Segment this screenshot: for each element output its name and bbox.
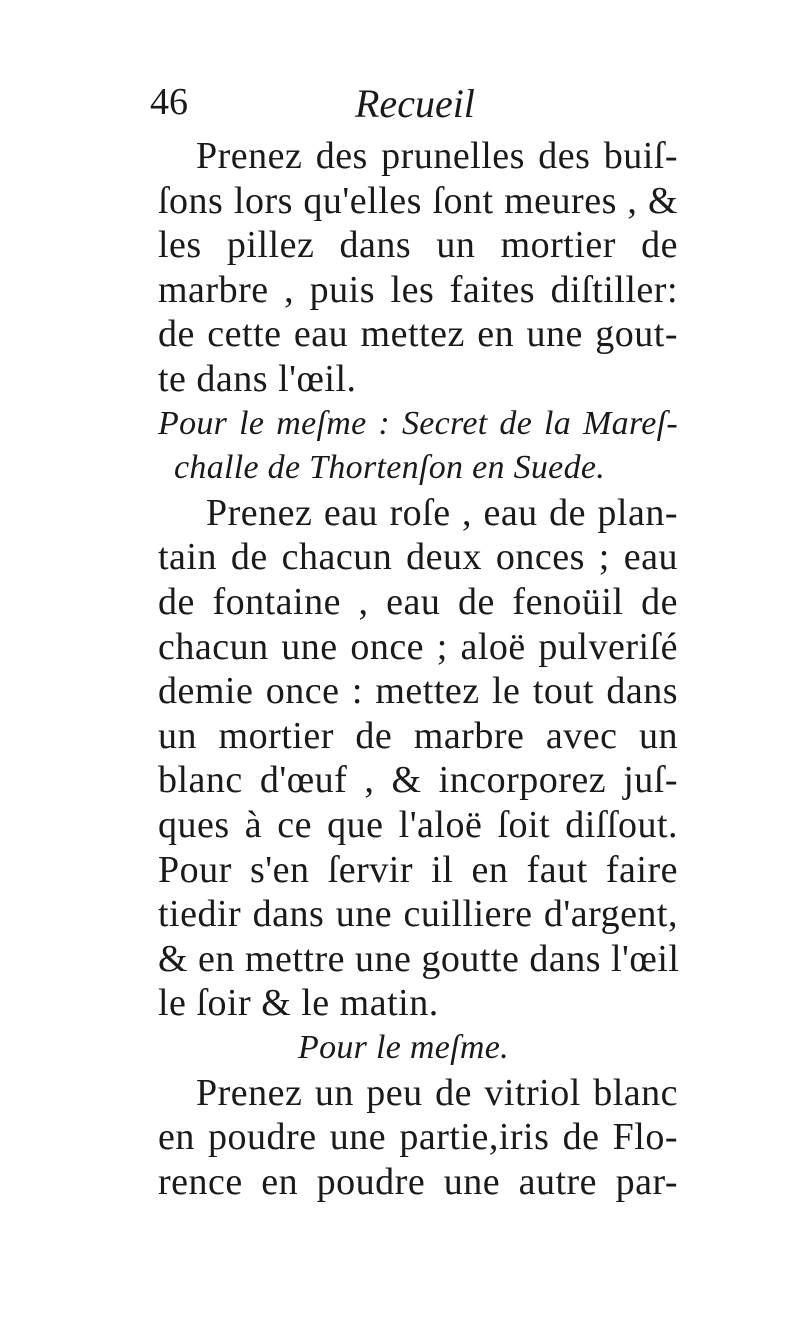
text-line: te dans l'œil. [158, 358, 357, 400]
section-heading: Pour le meſme. [298, 1029, 509, 1066]
section-heading: challe de Thortenſon en Suede. [174, 449, 606, 487]
text-line: blanc d'œuf , & incorporez juſ- [158, 759, 678, 802]
text-line: de cette eau mettez en une gout- [158, 313, 678, 356]
text-line: de fontaine , eau de fenoüil de [158, 581, 678, 623]
text-line: ſons lors qu'elles ſont meures , & [158, 179, 678, 222]
section-heading: Pour le meſme : Secret de la Mareſ- [158, 404, 678, 442]
text-line: tain de chacun deux onces ; eau [158, 536, 678, 579]
text-line: ques à ce que l'aloë ſoit diſſout. [158, 804, 678, 846]
text-line: marbre , puis les faites diſtiller: [158, 268, 678, 311]
text-line: tiedir dans une cuilliere d'argent, [158, 893, 678, 936]
text-line: Prenez des prunelles des buiſ- [196, 135, 678, 177]
text-line: le ſoir & le matin. [158, 982, 439, 1025]
text-line: rence en poudre une autre par- [158, 1160, 678, 1203]
text-line: Prenez eau roſe , eau de plan- [206, 491, 678, 534]
text-line: Pour s'en ſervir il en faut faire [158, 848, 678, 891]
text-line: en poudre une partie,iris de Flo- [158, 1116, 678, 1159]
text-line: demie once : mettez le tout dans [158, 670, 678, 713]
page-number: 46 [150, 81, 188, 123]
text-line: les pillez dans un mortier de [158, 224, 678, 267]
text-line: chacun une once ; aloë pulveriſé [158, 625, 678, 668]
running-title: Recueil [355, 81, 475, 126]
text-line: Prenez un peu de vitriol blanc [196, 1071, 678, 1114]
text-line: un mortier de marbre avec un [158, 714, 678, 757]
page-header [150, 80, 680, 140]
text-line: & en mettre une goutte dans l'œil [158, 937, 680, 980]
